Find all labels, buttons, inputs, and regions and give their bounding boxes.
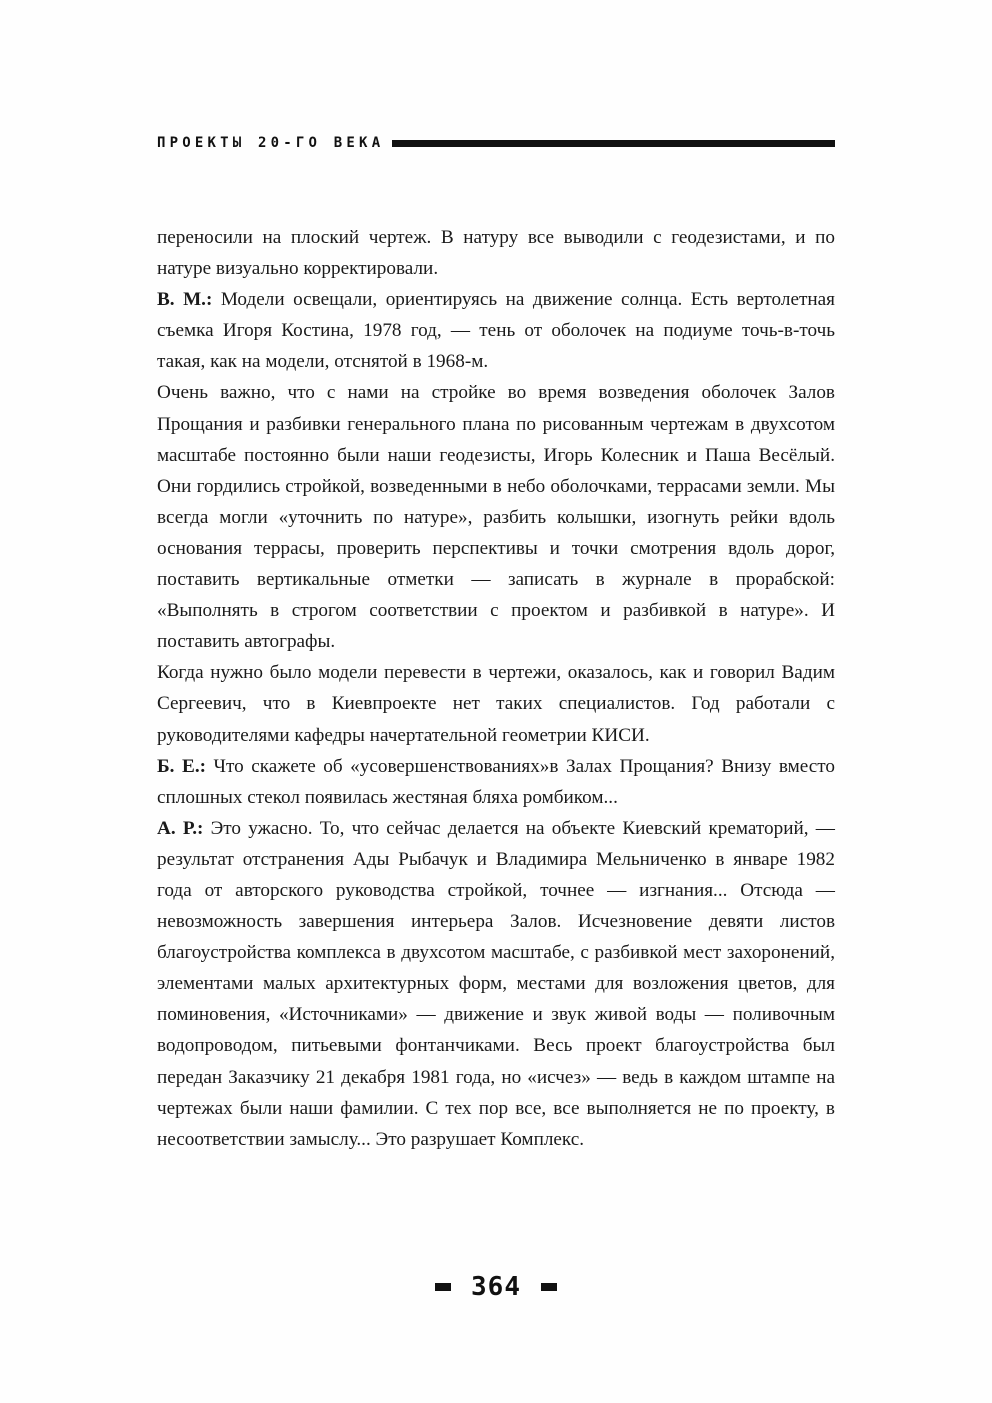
paragraph — [157, 813, 835, 1155]
paragraph-text: Очень важно, что с нами на стройке во время возведения оболочек Залов Прощания и разбивки генерального плана по рисованным чертежам в двухсотом масштабе постоянно были наши геодезисты, Игорь Колесник и Паша Весёлый. Они гордились стройкой, возведенными в небо оболочками, террасами земли. Мы всегда могли «уточнить по натуре», разбить колышки, изогнуть рейки вдоль основания террасы, проверить перспективы и точки смотрения вдоль дорог, поставить вертикальные отметки — записать в журнале в прорабской: «Выполнять в строгом соответствии с проектом и разбивкой в натуре». И поставить автографы. — [157, 382, 835, 653]
paragraph-text: Модели освещали, ориентируясь на движение солнца. Есть вертолетная съемка Игоря Костина, 1978 год, — тень от оболочек на подиуме точь-в-точь такая, как на модели, отснятой в 1968-м. — [157, 289, 835, 373]
running-header-title: ПРОЕКТЫ 20-ГО ВЕКА — [157, 135, 385, 151]
folio-right-mark — [541, 1283, 557, 1291]
paragraph — [157, 751, 835, 813]
paragraph-text: переносили на плоский чертеж. В натуру все выводили с геодезистами, и по натуре визуально корректировали. — [157, 227, 835, 280]
paragraph-text: Это ужасно. То, что сейчас делается на объекте Киевский крематорий, — результат отстранения Ады Рыбачук и Владимира Мельниченко в январе 1982 года от авторского руководства стройкой, точнее — изгнания... Отсюда — невозможность завершения интерьера Залов. Исчезновение девяти листов благоустройства комплекса в двухсотом масштабе, с разбивкой мест захоронений, элементами малых архитектурных форм, местами для возложения цветов, для поминовения, «Источниками» — движение и звук живой воды — поливочным водопроводом, питьевыми фонтанчиками. Весь проект благоустройства был передан Заказчику 21 декабря 1981 года, но «исчез» — ведь в каждом штампе на чертежах были наши фамилии. С тех пор все, все выполняется не по проекту, в несоответствии замыслу... Это разрушает Комплекс. — [157, 817, 835, 1150]
paragraph-text: Что скажете об «усовершенствованиях»в Залах Прощания? Внизу вместо сплошных стекол появилась жестяная бляха ромбиком... — [157, 755, 835, 808]
speaker-label: А. Р.: — [157, 817, 204, 839]
paragraph — [157, 284, 835, 377]
paragraph — [157, 377, 835, 657]
header-rule — [392, 140, 835, 147]
paragraph — [157, 657, 835, 750]
paragraph-text: Когда нужно было модели перевести в чертежи, оказалось, как и говорил Вадим Сергеевич, что в Киевпроекте нет таких специалистов. Год работали с руководителями кафедры начертательной геометрии КИСИ. — [157, 662, 835, 746]
page-folio — [0, 1272, 992, 1302]
body-text — [157, 222, 835, 1155]
speaker-label: В. М.: — [157, 289, 213, 311]
running-header — [157, 134, 835, 152]
folio-left-mark — [435, 1283, 451, 1291]
speaker-label: Б. Е.: — [157, 755, 206, 777]
paragraph — [157, 222, 835, 284]
page-number: 364 — [471, 1272, 521, 1302]
